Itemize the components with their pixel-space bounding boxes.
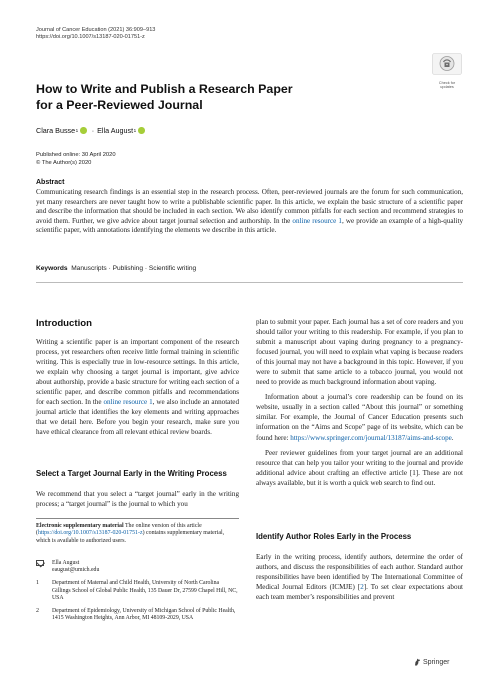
doi-link[interactable]: https://doi.org/10.1007/s13187-020-01751-z: [36, 34, 145, 41]
copyright-notice: © The Author(s) 2020: [36, 159, 92, 166]
affiliation-item: [36, 608, 239, 622]
publisher-name: Springer: [423, 658, 450, 666]
author-roles-heading: Identify Author Roles Early in the Process: [256, 532, 412, 541]
published-date: Published online: 30 April 2020: [36, 152, 116, 158]
introduction-body: [36, 337, 239, 437]
supplementary-material-note: Electronic supplementary material The online version of this article (https://doi.org/10.1007/s13187-020-01751-z) contains supplementary material, which is available to authorized users.: [36, 523, 225, 544]
abstract-text: Communicating research findings is an essential step in the research process. Often, peer-reviewed journals are the forum for such communication, yet many researchers are never taught how to write a publishable scientific paper. In this article, we explain the basic structure of a scientific paper and describe the information that should be included in each section. We also identify common pitfalls for each section and recommend strategies to avoid them. Further, we give advice about target journal selection and authorship. In the online resource 1, we provide an example of a high-quality scientific paper, with annotations identifying the elements we describe in this article.: [36, 188, 463, 235]
publication-info: [36, 152, 116, 167]
body-paragraph: Early in the writing process, identify authors, determine the order of authors, and discuss the responsibilities of each author. Standard author responsibilities have been identified by The International Committee of Medical Journal Editors (ICMJE) [2]. To set clear expectations about each team member’s responsibilities and prevent: [256, 553, 464, 602]
check-for-updates-icon: [432, 53, 462, 75]
corresponding-author: [36, 560, 239, 574]
body-paragraph: Peer reviewer guidelines from your target journal are an additional resource that can help you tailor your writing to the journal and provide additional advice about crafting an effective article [1]. These are not always available, but it is worth a quick web search to find out.: [256, 448, 463, 487]
orcid-icon[interactable]: [80, 127, 87, 134]
select-journal-body: [36, 489, 239, 509]
author-roles-body: [256, 552, 463, 602]
footnote-divider: [36, 518, 239, 519]
affiliation-number: 2: [36, 608, 39, 615]
envelope-icon: [36, 560, 44, 566]
author-list: Clara Busse 1 · Ella August 1: [36, 126, 147, 135]
author-separator: ·: [91, 126, 95, 135]
select-journal-paragraph: We recommend that you select a “target journal” early in the writing process; a “target journal” is the journal to which you: [36, 490, 239, 509]
body-paragraph: plan to submit your paper. Each journal has a set of core readers and you should tailor your writing to this readership. For example, if you plan to submit a manuscript about vaping during pregnancy to a pregnancy-focused journal, you will need to explain what vaping is because readers of this journal may not have a background in this topic. However, if you were to submit that same article to a tobacco journal, you would not need to provide as much background information about vaping.: [256, 318, 463, 387]
publisher-logo: [414, 658, 449, 666]
springer-horse-icon: [414, 658, 421, 666]
journal-citation: Journal of Cancer Education (2021) 36:909–913: [36, 27, 156, 33]
affiliation-item: [36, 580, 239, 602]
right-column-body: [256, 317, 463, 488]
abstract-heading: Abstract: [36, 179, 65, 186]
author-name[interactable]: Clara Busse: [36, 126, 76, 135]
orcid-icon[interactable]: [138, 127, 145, 134]
title-line-1: How to Write and Publish a Research Paper: [36, 82, 293, 96]
check-for-updates-label: Check for updates: [438, 81, 456, 90]
title-line-2: for a Peer-Reviewed Journal: [36, 97, 203, 112]
reference-link[interactable]: 2: [360, 583, 364, 592]
keywords: [36, 265, 196, 272]
corresponding-author-name: Ella August: [52, 560, 80, 566]
body-paragraph: Information about a journal’s core readership can be found on its website, usually in a section called “About this journal” or something similar. For example, the Journal of Cancer Education presents such information on the “Aims and Scope” page of its website, which can be found here: https://www.springer.com/journal/13187/aims-and-scope.: [256, 393, 463, 442]
check-for-updates-badge[interactable]: [432, 53, 462, 90]
introduction-paragraph: Writing a scientific paper is an important component of the research process, yet researchers often receive little formal training in scientific writing. This is especially true in low-resource settings. In this article, we explain why choosing a target journal is important, give advice about authorship, provide a basic structure for writing each section of a scientific paper, and describe common pitfalls and recommendations for each section. In the online resource 1, we also include an annotated journal article that identifies the key elements and writing approaches that we detail here. Before you begin your research, make sure you have ethical clearance from all relevant ethical review boards.: [36, 338, 239, 437]
aims-and-scope-link[interactable]: https://www.springer.com/journal/13187/aims-and-scope: [290, 433, 452, 442]
paper-title: [36, 82, 416, 113]
correspondence-block: [36, 560, 239, 628]
affiliation-text: Department of Epidemiology, University of Michigan School of Public Health, 1415 Washington Heights, Ann Arbor, MI 48109-2029, USA: [52, 608, 236, 622]
supplementary-doi-link[interactable]: https://doi.org/10.1007/s13187-020-01751-z: [37, 530, 143, 537]
introduction-heading: Introduction: [36, 318, 92, 329]
select-journal-heading: Select a Target Journal Early in the Writing Process: [36, 469, 227, 478]
journal-header: [36, 27, 155, 42]
keywords-label: Keywords: [36, 265, 68, 272]
keywords-list: Manuscripts · Publishing · Scientific writing: [71, 265, 197, 272]
online-resource-link[interactable]: online resource 1: [103, 398, 153, 407]
corresponding-author-email[interactable]: eaugust@umich.edu: [52, 567, 100, 574]
supplementary-label: Electronic supplementary material: [36, 523, 124, 529]
author-name[interactable]: Ella August: [97, 126, 134, 135]
section-divider: [36, 282, 463, 283]
affiliation-number: 1: [36, 580, 39, 587]
affiliation-text: Department of Maternal and Child Health, University of North Carolina Gillings School of Global Public Health, 135 Dauer Dr, 27599 Chapel Hill, NC, USA: [52, 580, 238, 601]
online-resource-link[interactable]: online resource 1: [292, 216, 342, 225]
